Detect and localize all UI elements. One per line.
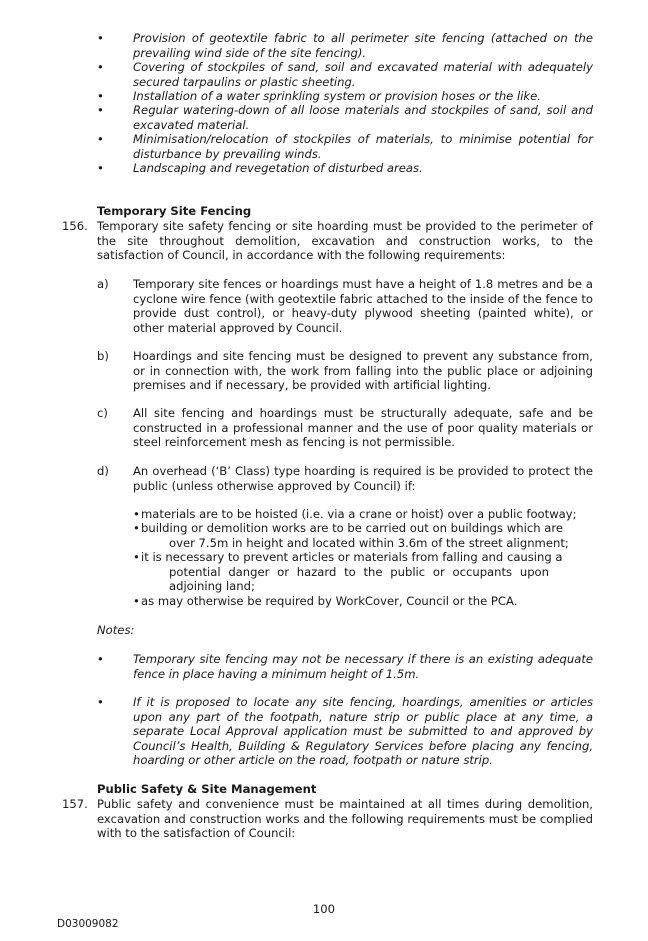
note-item: If it is proposed to locate any site fencing, hoardings, amenities or articles upon any part of the footpath, nature strip or public place at any time, a separate Local Approval application must be submitted to and approved by Council’s Health, Building & Regulatory Services before placing any fencing, hoarding or other article on the road, footpath or nature strip.: [133, 695, 593, 768]
section-intro: Public safety and convenience must be maintained at all times during demolition, excavation and construction works and the following requirements must be complied with to the satisfaction of Council:: [97, 797, 593, 841]
sub-bullet-line: as may otherwise be required by WorkCover, Council or the PCA.: [141, 594, 518, 608]
bullet-item: Landscaping and revegetation of disturbed areas.: [133, 161, 423, 175]
bullet-item: Minimisation/relocation of stockpiles of materials, to minimise potential for disturbance by prevailing winds.: [133, 132, 593, 161]
document-reference: D03009082: [57, 918, 119, 930]
item-text: An overhead (‘B’ Class) type hoarding is required is be provided to protect the public (unless otherwise approved by Council) if:: [133, 464, 593, 493]
item-letter: b): [97, 349, 109, 363]
section-intro: Temporary site safety fencing or site hoarding must be provided to the perimeter of the site throughout demolition, excavation and construction works, to the satisfaction of Council, in accordance with the following requirements:: [97, 219, 593, 263]
section-heading: Temporary Site Fencing: [97, 204, 252, 218]
note-item: Temporary site fencing may not be necessary if there is an existing adequate fence in place having a minimum height of 1.5m.: [133, 652, 593, 681]
sub-bullet-item: [141, 550, 593, 594]
item-letter: a): [97, 277, 109, 291]
bullet-glyph: •: [97, 89, 104, 103]
sub-bullet-item: [141, 521, 593, 550]
section-number: 156.: [62, 219, 88, 233]
item-text: Hoardings and site fencing must be designed to prevent any substance from, or in connection with, the work from falling into the public place or adjoining premises and if necessary, be provided with artificial lighting.: [133, 349, 593, 393]
sub-bullet-item: [141, 507, 593, 522]
item-text: Temporary site fences or hoardings must have a height of 1.8 metres and be a cyclone wire fence (with geotextile fabric attached to the inside of the fence to provide dust control), or heavy-duty plywood sheeting (painted white), or other material approved by Council.: [133, 277, 593, 335]
bullet-item: Provision of geotextile fabric to all perimeter site fencing (attached on the prevailing wind side of the site fencing).: [133, 31, 593, 60]
sub-bullet-glyph: •: [133, 550, 140, 564]
bullet-item: Regular watering-down of all loose materials and stockpiles of sand, soil and excavated material.: [133, 103, 593, 132]
item-letter: d): [97, 464, 109, 478]
section-heading: Public Safety & Site Management: [97, 782, 317, 796]
bullet-glyph: •: [97, 60, 104, 74]
bullet-item: Covering of stockpiles of sand, soil and excavated material with adequately secured tarpaulins or plastic sheeting.: [133, 60, 593, 89]
sub-bullet-continuation: over 7.5m in height and located within 3.6m of the street alignment;: [169, 535, 569, 550]
sub-bullet-item: [141, 594, 593, 609]
bullet-glyph: •: [97, 695, 104, 709]
section-number: 157.: [62, 797, 88, 811]
sub-bullet-line: it is necessary to prevent articles or materials from falling and causing a: [141, 550, 563, 564]
bullet-glyph: •: [97, 103, 104, 117]
sub-bullet-glyph: •: [133, 521, 140, 535]
bullet-item: Installation of a water sprinkling system or provision hoses or the like.: [133, 89, 541, 103]
item-letter: c): [97, 406, 108, 420]
sub-bullet-continuation: potential danger or hazard to the public or occupants upon adjoining land;: [169, 564, 549, 594]
item-text: All site fencing and hoardings must be structurally adequate, safe and be constructed in a professional manner and the use of poor quality materials or steel reinforcement mesh as fencing is not permissible.: [133, 406, 593, 450]
bullet-glyph: •: [97, 161, 104, 175]
page-number: 100: [312, 902, 336, 916]
notes-label: Notes:: [97, 623, 135, 637]
sub-bullet-line: building or demolition works are to be carried out on buildings which are: [141, 521, 563, 535]
sub-bullet-glyph: •: [133, 507, 140, 521]
sub-bullet-glyph: •: [133, 594, 140, 608]
bullet-glyph: •: [97, 132, 104, 146]
bullet-glyph: •: [97, 652, 104, 666]
sub-bullet-line: materials are to be hoisted (i.e. via a crane or hoist) over a public footway;: [141, 507, 577, 521]
bullet-glyph: •: [97, 31, 104, 45]
